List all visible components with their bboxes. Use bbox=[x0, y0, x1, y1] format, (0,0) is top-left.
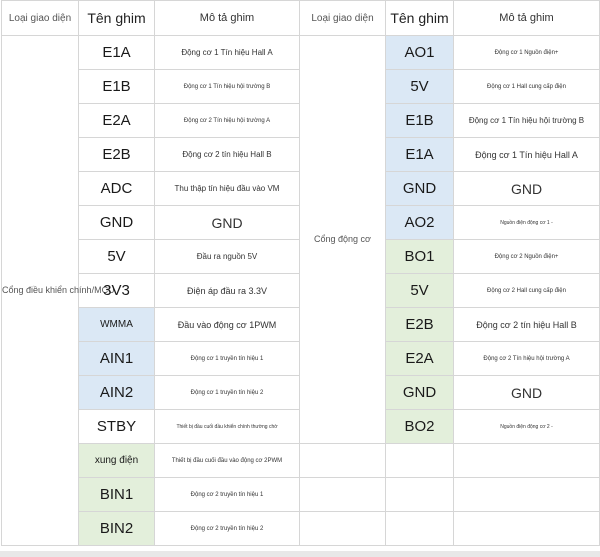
right-desc-cell bbox=[454, 512, 600, 546]
table-row bbox=[2, 36, 600, 70]
right-empty-type-cell bbox=[300, 478, 386, 512]
left-desc-cell: Thiết bị đầu cuối đầu vào động cơ 2PWM bbox=[155, 444, 300, 478]
right-interface-group: Cổng động cơ bbox=[300, 36, 386, 444]
left-desc-cell: GND bbox=[155, 206, 300, 240]
header-right-pin-description: Mô tả ghim bbox=[454, 1, 600, 36]
left-pin-cell: AIN2 bbox=[79, 376, 155, 410]
left-pin-cell: 3V3 bbox=[79, 274, 155, 308]
left-desc-cell: Động cơ 2 truyền tín hiệu 1 bbox=[155, 478, 300, 512]
right-desc-cell bbox=[454, 478, 600, 512]
right-desc-cell bbox=[454, 444, 600, 478]
right-pin-cell: E1B bbox=[386, 104, 454, 138]
table-row bbox=[2, 444, 600, 478]
left-desc-cell: Động cơ 1 Tín hiệu Hall A bbox=[155, 36, 300, 70]
right-pin-cell: 5V bbox=[386, 70, 454, 104]
right-desc-cell: GND bbox=[454, 172, 600, 206]
right-pin-cell: E1A bbox=[386, 138, 454, 172]
left-desc-cell: Động cơ 1 truyền tín hiệu 1 bbox=[155, 342, 300, 376]
left-pin-cell: BIN1 bbox=[79, 478, 155, 512]
header-left-pin-description: Mô tả ghim bbox=[155, 1, 300, 36]
right-pin-cell: BO1 bbox=[386, 240, 454, 274]
bottom-scroll-edge bbox=[0, 551, 600, 557]
left-desc-cell: Động cơ 1 truyền tín hiệu 2 bbox=[155, 376, 300, 410]
left-desc-cell: Động cơ 1 Tín hiệu hội trường B bbox=[155, 70, 300, 104]
left-pin-cell: 5V bbox=[79, 240, 155, 274]
left-desc-cell: Đầu ra nguồn 5V bbox=[155, 240, 300, 274]
right-pin-cell bbox=[386, 512, 454, 546]
right-desc-cell: Động cơ 1 Tín hiệu Hall A bbox=[454, 138, 600, 172]
header-right-pin-name: Tên ghim bbox=[386, 1, 454, 36]
header-right-interface-type: Loại giao diện bbox=[300, 1, 386, 36]
left-desc-cell: Động cơ 2 Tín hiệu hội trường A bbox=[155, 104, 300, 138]
right-desc-cell: Nguồn điện động cơ 2 - bbox=[454, 410, 600, 444]
header-row bbox=[2, 1, 600, 36]
table-row bbox=[2, 512, 600, 546]
right-pin-cell: E2B bbox=[386, 308, 454, 342]
right-pin-cell: GND bbox=[386, 172, 454, 206]
right-desc-cell: Động cơ 2 Hall cung cấp điện bbox=[454, 274, 600, 308]
left-pin-cell: GND bbox=[79, 206, 155, 240]
right-pin-cell bbox=[386, 444, 454, 478]
right-pin-cell: BO2 bbox=[386, 410, 454, 444]
right-desc-cell: Động cơ 2 tín hiệu Hall B bbox=[454, 308, 600, 342]
right-pin-cell: 5V bbox=[386, 274, 454, 308]
right-desc-cell: Động cơ 1 Tín hiệu hội trường B bbox=[454, 104, 600, 138]
left-pin-cell: E1B bbox=[79, 70, 155, 104]
left-pin-cell: BIN2 bbox=[79, 512, 155, 546]
left-pin-cell: WMMA bbox=[79, 308, 155, 342]
left-desc-cell: Động cơ 2 truyền tín hiệu 2 bbox=[155, 512, 300, 546]
right-empty-type-cell bbox=[300, 444, 386, 478]
right-pin-cell: AO2 bbox=[386, 206, 454, 240]
left-desc-cell: Đầu vào động cơ 1PWM bbox=[155, 308, 300, 342]
header-left-interface-type: Loại giao diện bbox=[2, 1, 79, 36]
header-left-pin-name: Tên ghim bbox=[79, 1, 155, 36]
right-pin-cell: E2A bbox=[386, 342, 454, 376]
right-pin-cell bbox=[386, 478, 454, 512]
left-desc-cell: Thiết bị đầu cuối đầu khiển chính thường chờ bbox=[155, 410, 300, 444]
right-pin-cell: GND bbox=[386, 376, 454, 410]
left-pin-cell: xung điện bbox=[79, 444, 155, 478]
right-desc-cell: Động cơ 1 Hall cung cấp điện bbox=[454, 70, 600, 104]
right-empty-type-cell bbox=[300, 512, 386, 546]
left-pin-cell: E2A bbox=[79, 104, 155, 138]
left-desc-cell: Điện áp đầu ra 3.3V bbox=[155, 274, 300, 308]
left-pin-cell: AIN1 bbox=[79, 342, 155, 376]
right-pin-cell: AO1 bbox=[386, 36, 454, 70]
left-pin-cell: E2B bbox=[79, 138, 155, 172]
right-desc-cell: Động cơ 1 Nguồn điện+ bbox=[454, 36, 600, 70]
left-desc-cell: Thu thập tín hiệu đầu vào VM bbox=[155, 172, 300, 206]
right-desc-cell: Động cơ 2 Tín hiệu hội trường A bbox=[454, 342, 600, 376]
pin-table bbox=[1, 0, 600, 546]
right-desc-cell: GND bbox=[454, 376, 600, 410]
left-interface-group: Cổng điều khiển chính/MCU bbox=[2, 36, 79, 546]
left-desc-cell: Động cơ 2 tín hiệu Hall B bbox=[155, 138, 300, 172]
left-pin-cell: STBY bbox=[79, 410, 155, 444]
right-desc-cell: Động cơ 2 Nguồn điện+ bbox=[454, 240, 600, 274]
left-pin-cell: E1A bbox=[79, 36, 155, 70]
left-pin-cell: ADC bbox=[79, 172, 155, 206]
table-row bbox=[2, 478, 600, 512]
right-desc-cell: Nguồn điện động cơ 1 - bbox=[454, 206, 600, 240]
